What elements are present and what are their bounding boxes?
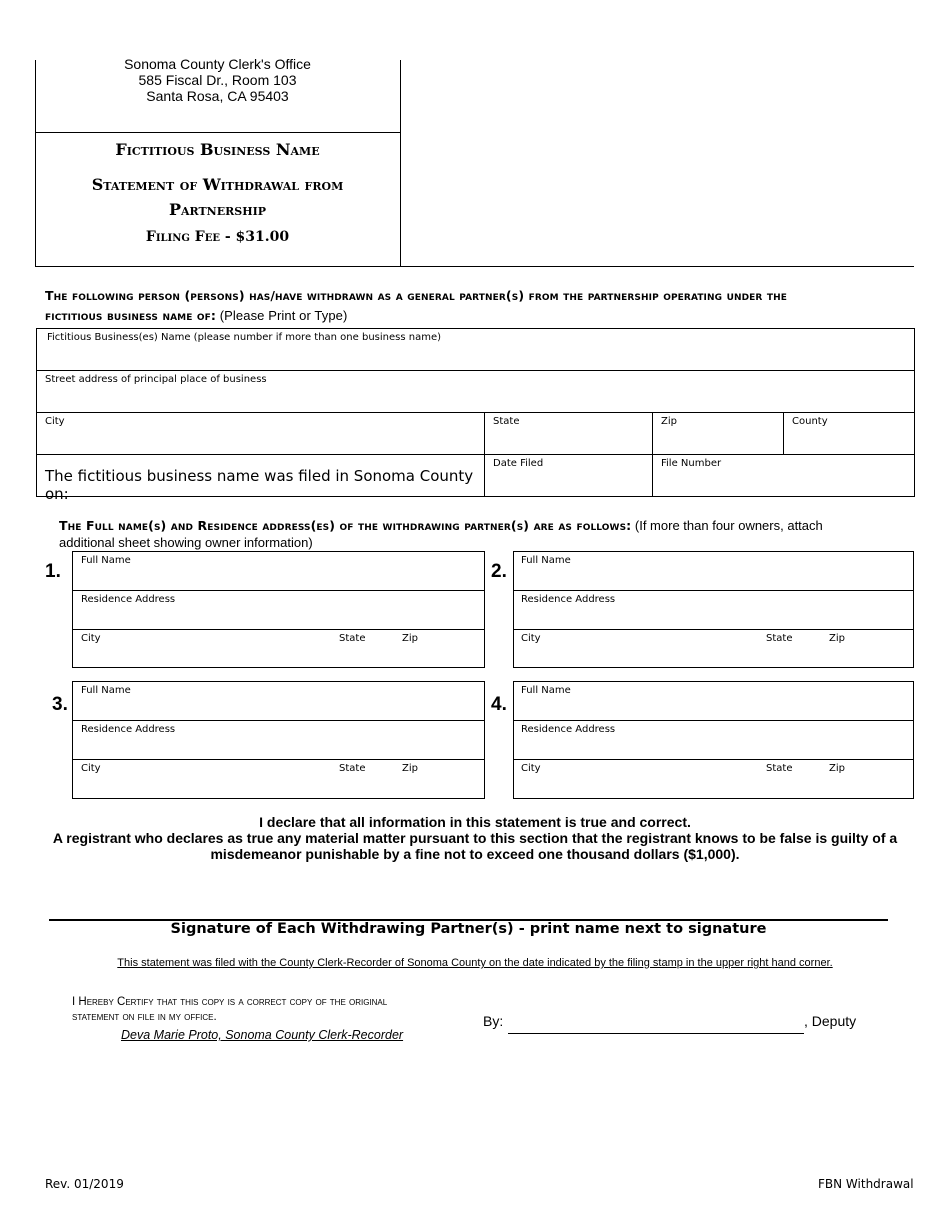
office-name: Sonoma County Clerk's Office: [124, 56, 311, 72]
office-city: Santa Rosa, CA 95403: [146, 88, 289, 104]
partner-4-number: 4.: [491, 694, 507, 715]
partner-2-residence-label: Residence Address: [521, 594, 616, 605]
section1-heading: The following person (persons) has/have withdrawn as a general partner(s) from the partnership operating under the: [45, 288, 788, 303]
partner-1-zip-label: Zip: [402, 633, 418, 644]
partner-2-full-name-label: Full Name: [521, 555, 571, 566]
business-county-field[interactable]: [783, 412, 915, 455]
form-name-label: FBN Withdrawal: [818, 1177, 914, 1191]
partner-3-city-field[interactable]: [73, 759, 484, 798]
section2-note-2: additional sheet showing owner information): [59, 535, 313, 550]
date-filed-field[interactable]: [484, 454, 653, 497]
partner-2-zip-label: Zip: [829, 633, 845, 644]
file-number-field[interactable]: [652, 454, 915, 497]
partner-2-city-field[interactable]: [514, 629, 913, 668]
form-title: Fictitious Business Name: [115, 140, 320, 159]
filed-statement: The fictitious business name was filed in Sonoma County on:: [45, 467, 474, 503]
business-county-label: County: [792, 416, 828, 427]
partner-1-full-name-field[interactable]: [73, 552, 484, 591]
partner-1-full-name-label: Full Name: [81, 555, 131, 566]
business-name-label: Fictitious Business(es) Name (please number if more than one business name): [47, 332, 441, 343]
business-zip-field[interactable]: [652, 412, 784, 455]
section1-heading-label: fictitious business name of:: [45, 308, 217, 323]
partner-3-state-label: State: [339, 763, 366, 774]
form-subtitle-2: Partnership: [168, 200, 267, 219]
partner-3-full-name-field[interactable]: [73, 682, 484, 721]
partner-3-city-label: City: [81, 763, 101, 774]
declaration-line-1: I declare that all information in this statement is true and correct.: [259, 814, 691, 830]
business-city-field[interactable]: [36, 412, 485, 455]
section2-heading: The Full name(s) and Residence address(es) of the withdrawing partner(s) are as follows:: [59, 518, 632, 533]
certify-line-1: I Hereby Certify that this copy is a correct copy of the original: [72, 996, 388, 1008]
partner-1-residence-label: Residence Address: [81, 594, 176, 605]
partner-4-full-name-label: Full Name: [521, 685, 571, 696]
partner-4-state-label: State: [766, 763, 793, 774]
business-name-field[interactable]: [36, 328, 915, 371]
street-address-label: Street address of principal place of business: [45, 374, 267, 385]
clerk-name: Deva Marie Proto, Sonoma County Clerk-Recorder: [121, 1028, 404, 1042]
partner-2-residence-field[interactable]: [514, 590, 913, 629]
partner-1-city-field[interactable]: [73, 629, 484, 668]
section2-note: (If more than four owners, attach: [631, 518, 823, 533]
street-address-field[interactable]: [36, 370, 915, 413]
partner-1-city-label: City: [81, 633, 101, 644]
business-city-label: City: [45, 416, 65, 427]
header-divider: [35, 132, 400, 133]
partner-3-residence-label: Residence Address: [81, 724, 176, 735]
partner-3-zip-label: Zip: [402, 763, 418, 774]
signature-caption: Signature of Each Withdrawing Partner(s) - print name next to signature: [170, 921, 767, 937]
partner-4-city-label: City: [521, 763, 541, 774]
section2-heading-line: [59, 517, 823, 535]
filed-statement-cell: [36, 454, 485, 503]
partner-4-residence-field[interactable]: [514, 720, 913, 759]
partner-1-box: [72, 551, 485, 668]
date-filed-label: Date Filed: [493, 458, 544, 469]
partner-3-number: 3.: [52, 694, 68, 715]
partner-1-state-label: State: [339, 633, 366, 644]
filing-fee: Filing Fee - $31.00: [145, 229, 290, 245]
partner-2-number: 2.: [491, 561, 507, 582]
partner-2-full-name-field[interactable]: [514, 552, 913, 591]
partner-4-zip-label: Zip: [829, 763, 845, 774]
partner-4-box: [513, 681, 914, 799]
business-state-field[interactable]: [484, 412, 653, 455]
partner-3-full-name-label: Full Name: [81, 685, 131, 696]
certify-line-2: statement on file in my office.: [72, 1011, 217, 1023]
partner-3-box: [72, 681, 485, 799]
section1-heading-2: [45, 308, 347, 323]
partner-2-state-label: State: [766, 633, 793, 644]
partner-4-full-name-field[interactable]: [514, 682, 913, 721]
declaration-line-3: misdemeanor punishable by a fine not to exceed one thousand dollars ($1,000).: [210, 846, 740, 862]
declaration-line-2: A registrant who declares as true any material matter pursuant to this section that the registrant knows to be false is guilty of a: [52, 830, 898, 846]
office-address: 585 Fiscal Dr., Room 103: [138, 72, 297, 88]
partner-4-city-field[interactable]: [514, 759, 913, 798]
header-rule: [400, 266, 914, 267]
partner-2-box: [513, 551, 914, 668]
business-state-label: State: [493, 416, 520, 427]
business-zip-label: Zip: [661, 416, 677, 427]
file-number-label: File Number: [661, 458, 722, 469]
deputy-label: , Deputy: [804, 1013, 857, 1029]
partner-1-residence-field[interactable]: [73, 590, 484, 629]
section1-note: (Please Print or Type): [216, 308, 348, 323]
form-subtitle: Statement of Withdrawal from: [91, 175, 344, 194]
revision-label: Rev. 01/2019: [45, 1177, 124, 1191]
partner-1-number: 1.: [45, 561, 61, 582]
filing-note: This statement was filed with the County Clerk-Recorder of Sonoma County on the date indicated by the filing stamp in the upper right hand corner.: [117, 957, 833, 969]
partner-3-residence-field[interactable]: [73, 720, 484, 759]
partner-2-city-label: City: [521, 633, 541, 644]
by-label: By:: [483, 1013, 504, 1029]
deputy-signature-line[interactable]: [508, 1033, 804, 1034]
partner-4-residence-label: Residence Address: [521, 724, 616, 735]
